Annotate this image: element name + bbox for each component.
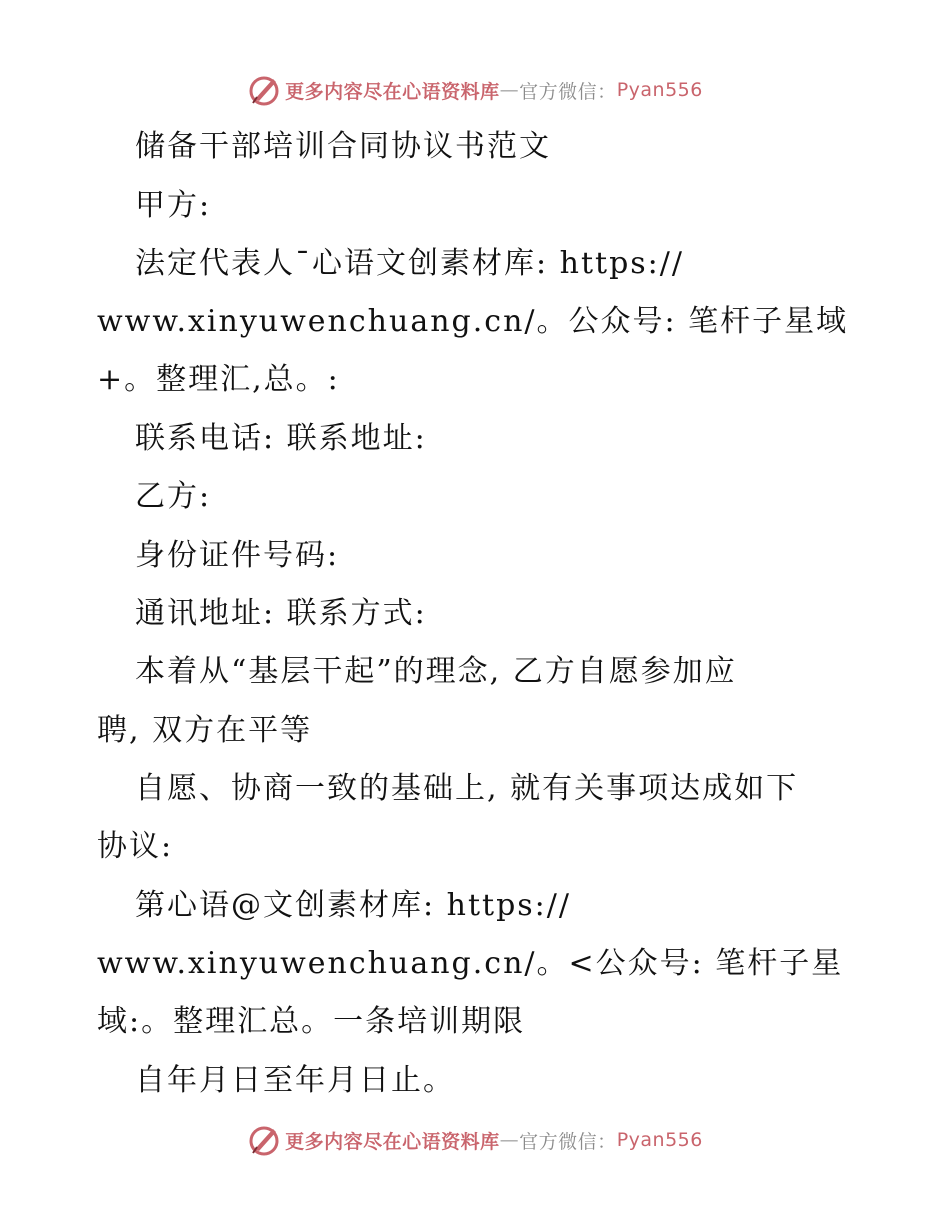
quill-logo-icon <box>247 1123 281 1157</box>
document-line: 法定代表人¯心语文创素材库: https:// <box>135 246 684 281</box>
document-line: 第心语@文创素材库: https:// <box>135 888 571 923</box>
watermark-separator: — <box>499 79 520 101</box>
watermark-brand-text: 更多内容尽在心语资料库 <box>285 80 500 103</box>
watermark-wechat-label: 官方微信： <box>519 1130 617 1153</box>
footer-watermark-banner <box>0 1120 950 1160</box>
document-title: 储备干部培训合同协议书范文 <box>135 129 551 164</box>
document-line: 协议: <box>97 829 174 864</box>
document-line: 本着从“基层干起”的理念, 乙方自愿参加应 <box>135 654 737 689</box>
watermark-separator: — <box>499 1129 520 1151</box>
document-line: 甲方: <box>135 188 212 223</box>
document-line: www.xinyuwenchuang.cn/。公众号: 笔杆子星域 <box>97 304 849 339</box>
document-line: +。整理汇,总。: <box>97 362 340 397</box>
watermark-wechat-account: Pyan556 <box>616 1129 703 1151</box>
document-line: 自年月日至年月日止。 <box>135 1063 455 1098</box>
document-line: 聘, 双方在平等 <box>97 713 313 748</box>
document-line: 乙方: <box>135 479 212 514</box>
document-line: 域:。整理汇总。一条培训期限 <box>97 1004 526 1039</box>
document-line: 身份证件号码: <box>135 538 340 573</box>
watermark-wechat-label: 官方微信： <box>519 80 617 103</box>
watermark-brand-text: 更多内容尽在心语资料库 <box>285 1130 500 1153</box>
document-line: www.xinyuwenchuang.cn/。<公众号: 笔杆子星 <box>97 946 844 981</box>
watermark-wechat-account: Pyan556 <box>616 79 703 101</box>
document-line: 自愿、协商一致的基础上, 就有关事项达成如下 <box>135 771 799 806</box>
document-line: 联系电话: 联系地址: <box>135 421 427 456</box>
document-line: 通讯地址: 联系方式: <box>135 596 427 631</box>
